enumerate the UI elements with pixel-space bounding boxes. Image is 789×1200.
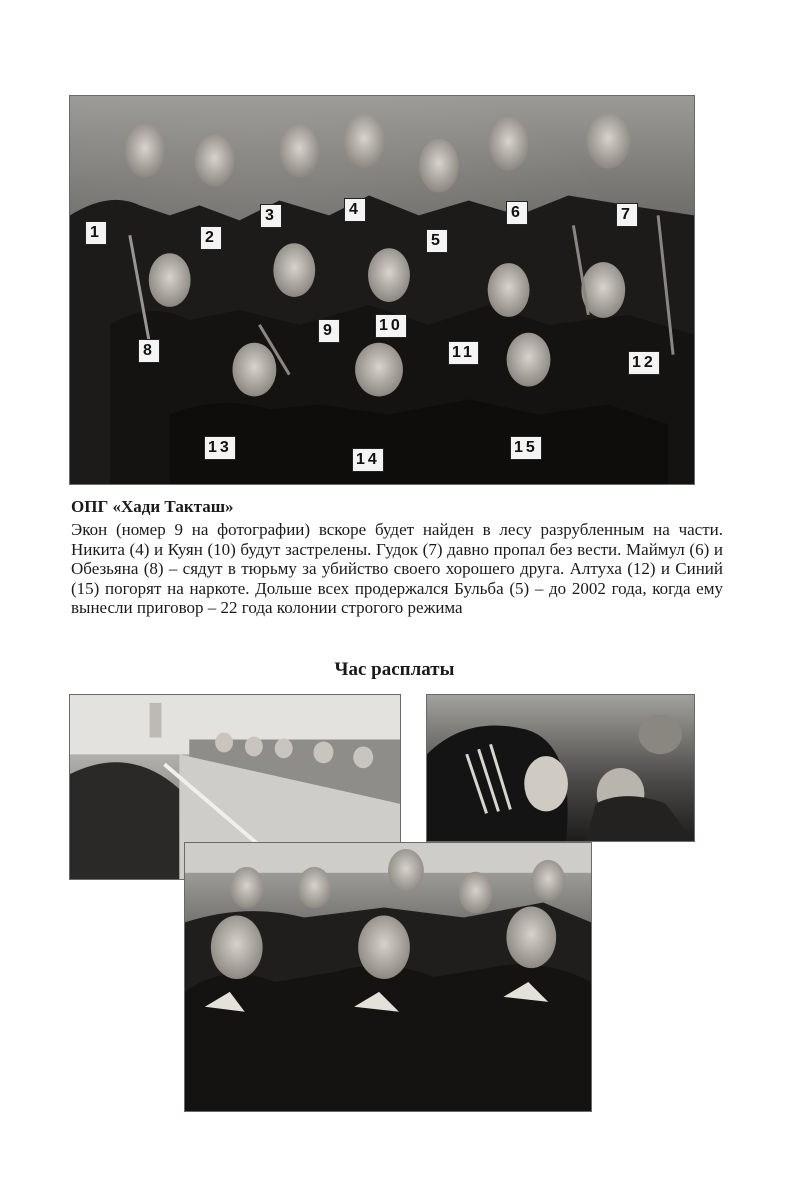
photo-label-5: 5 xyxy=(426,229,448,253)
photo-label-10: 10 xyxy=(375,314,407,338)
defendants-photo xyxy=(184,842,592,1112)
photo-label-13: 13 xyxy=(204,436,236,460)
section-heading: Час расплаты xyxy=(334,659,455,680)
photo-label-7: 7 xyxy=(616,203,638,227)
photo-label-4: 4 xyxy=(344,198,366,222)
photo-label-2: 2 xyxy=(200,226,222,250)
photo-label-12: 12 xyxy=(628,351,660,375)
photo-label-8: 8 xyxy=(138,339,160,363)
photo-label-15: 15 xyxy=(510,436,542,460)
hiding-faces-scene xyxy=(427,695,694,841)
defendants-scene xyxy=(185,843,591,1111)
caption-text: Экон (номер 9 на фотографии) вскоре будет найден в лесу разрубленным на части. Никита (4) и Куян (10) будут застрелены. Гудок (7) давно пропал без вести. Маймул (6) и Обезьяна (8) – сядут в тюрьму за убийство своего хорошего друга. Алтуха (12) и Синий (15) погорят на наркоте. Дольше всех продержался Бульба (5) – до 2002 года, когда ему вынесли приговор – 22 года колонии строгого режима xyxy=(71,520,723,617)
group-photo-figures xyxy=(70,96,694,484)
photo-label-14: 14 xyxy=(352,448,384,472)
photo-label-1: 1 xyxy=(85,221,107,245)
group-photo xyxy=(69,95,695,485)
caption-title: ОПГ «Хади Такташ» xyxy=(71,497,234,516)
hiding-faces-photo xyxy=(426,694,695,842)
photo-label-6: 6 xyxy=(506,201,528,225)
photo-label-3: 3 xyxy=(260,204,282,228)
photo-label-9: 9 xyxy=(318,319,340,343)
photo-label-11: 11 xyxy=(448,341,479,365)
